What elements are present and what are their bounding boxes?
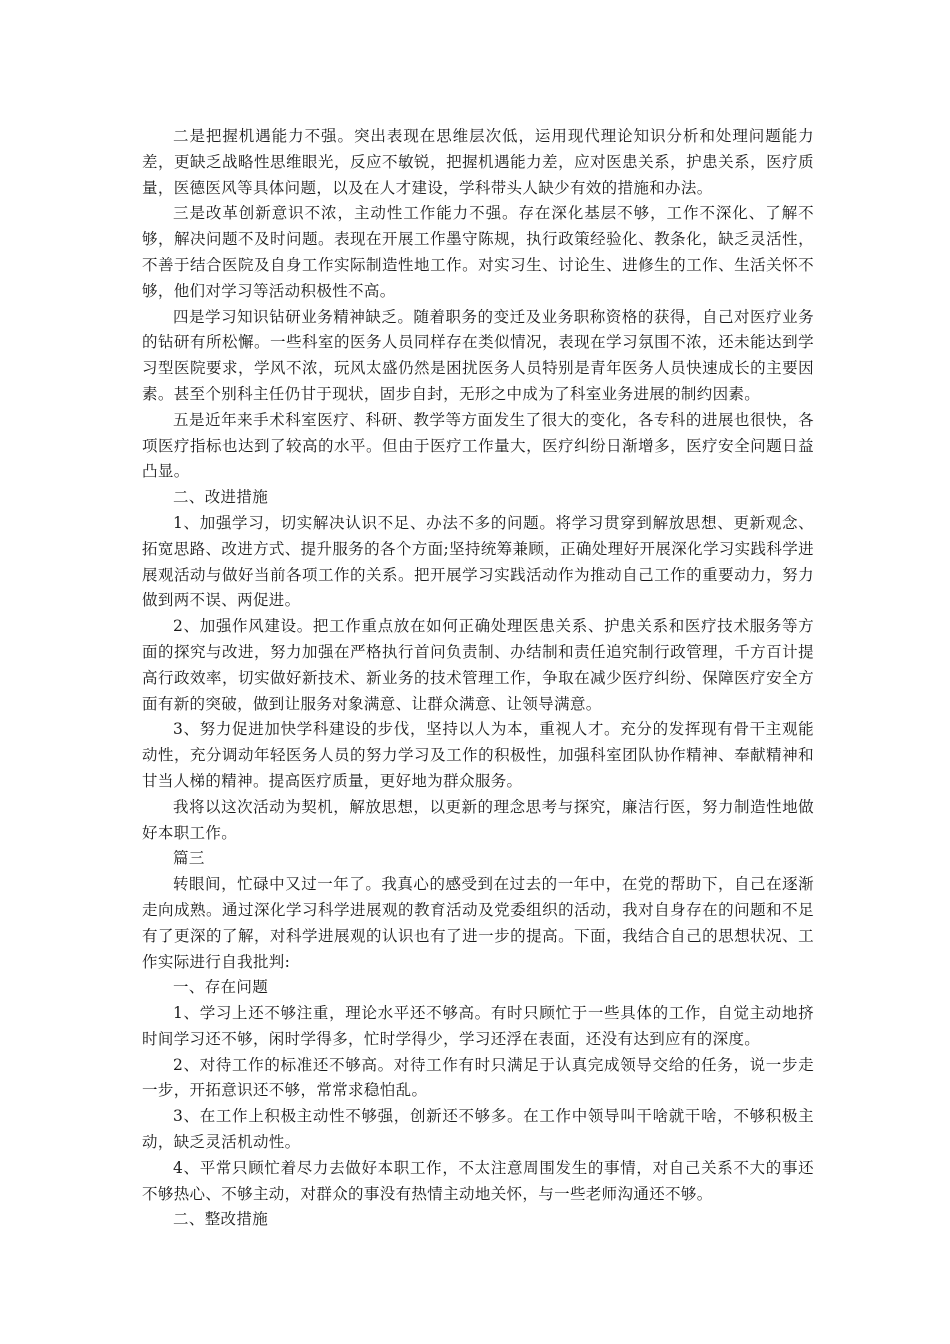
paragraph-point-five: 五是近年来手术科室医疗、科研、教学等方面发生了很大的变化，各专科的进展也很快，各项医疗指标也达到了较高的水平。但由于医疗工作量大，医疗纠纷日渐增多，医疗安全问题日益凸显。	[142, 410, 814, 481]
paragraph-measure-3: 3、努力促进加快学科建设的步伐，坚持以人为本，重视人才。充分的发挥现有骨干主观能动性，充分调动年轻医务人员的努力学习及工作的积极性，加强科室团队协作精神、奉献精神和甘当人梯的精神。提高医疗质量，更好地为群众服务。	[142, 720, 814, 790]
document-body	[142, 124, 814, 1233]
section-heading-improvement: 二、改进措施	[173, 488, 269, 507]
paragraph-point-two: 二是把握机遇能力不强。突出表现在思维层次低，运用现代理论知识分析和处理问题能力差，更缺乏战略性思维眼光，反应不敏锐，把握机遇能力差，应对医患关系，护患关系，医疗质量，医德医风等具体问题，以及在人才建设，学科带头人缺少有效的措施和办法。	[142, 127, 814, 197]
paragraph-point-three: 三是改革创新意识不浓，主动性工作能力不强。存在深化基层不够，工作不深化、了解不够，解决问题不及时问题。表现在开展工作墨守陈规，执行政策经验化、教条化，缺乏灵活性，不善于结合医院及自身工作实际制造性地工作。对实习生、讨论生、进修生的工作、生活关怀不够，他们对学习等活动积极性不高。	[142, 204, 814, 300]
section-heading-rectification: 二、整改措施	[173, 1210, 269, 1229]
paragraph-problem-1: 1、学习上还不够注重，理论水平还不够高。有时只顾忙于一些具体的工作，自觉主动地挤时间学习还不够，闲时学得多，忙时学得少，学习还浮在表面，还没有达到应有的深度。	[142, 1004, 814, 1048]
paragraph-measure-1: 1、加强学习，切实解决认识不足、办法不多的问题。将学习贯穿到解放思想、更新观念、拓宽思路、改进方式、提升服务的各个方面;坚持统筹兼顾，正确处理好开展深化学习实践科学进展观活动与做好当前各项工作的关系。把开展学习实践活动作为推动自己工作的重要动力，努力做到两不误、两促进。	[142, 513, 814, 610]
paragraph-problem-2: 2、对待工作的标准还不够高。对待工作有时只满足于认真完成领导交给的任务，说一步走一步，开拓意识还不够，常常求稳怕乱。	[142, 1055, 814, 1100]
paragraph-measure-2: 2、加强作风建设。把工作重点放在如何正确处理医患关系、护患关系和医疗技术服务等方面的探究与改进，努力加强在严格执行首问负责制、办结制和责任追究制行政管理，千方百计提高行政效率，切实做好新技术、新业务的技术管理工作，争取在减少医疗纠纷、保障医疗安全方面有新的突破，做到让服务对象满意、让群众满意、让领导满意。	[142, 617, 814, 713]
paragraph-conclusion: 我将以这次活动为契机，解放思想，以更新的理念思考与探究，廉洁行医，努力制造性地做好本职工作。	[142, 797, 814, 842]
paragraph-problem-4: 4、平常只顾忙着尽力去做好本职工作，不太注意周围发生的事情，对自己关系不大的事还不够热心、不够主动，对群众的事没有热情主动地关怀，与一些老师沟通还不够。	[142, 1158, 814, 1203]
paragraph-intro-part-three: 转眼间，忙碌中又过一年了。我真心的感受到在过去的一年中，在党的帮助下，自己在逐渐走向成熟。通过深化学习科学进展观的教育活动及党委组织的活动，我对自身存在的问题和不足有了更深的了解，对科学进展观的认识也有了进一步的提高。下面，我结合自己的思想状况、工作实际进行自我批判:	[142, 875, 814, 971]
paragraph-point-four: 四是学习知识钻研业务精神缺乏。随着职务的变迁及业务职称资格的获得，自己对医疗业务的钻研有所松懈。一些科室的医务人员同样存在类似情况，表现在学习氛围不浓，还未能达到学习型医院要求，学风不浓，玩风太盛仍然是困扰医务人员特别是青年医务人员快速成长的主要因素。甚至个别科主任仍甘于现状，固步自封，无形之中成为了科室业务进展的制约因素。	[142, 307, 814, 403]
section-heading-problems: 一、存在问题	[173, 978, 269, 997]
paragraph-problem-3: 3、在工作上积极主动性不够强，创新还不够多。在工作中领导叫干啥就干啥，不够积极主动，缺乏灵活机动性。	[142, 1107, 814, 1152]
section-heading-part-three: 篇三	[173, 849, 205, 868]
